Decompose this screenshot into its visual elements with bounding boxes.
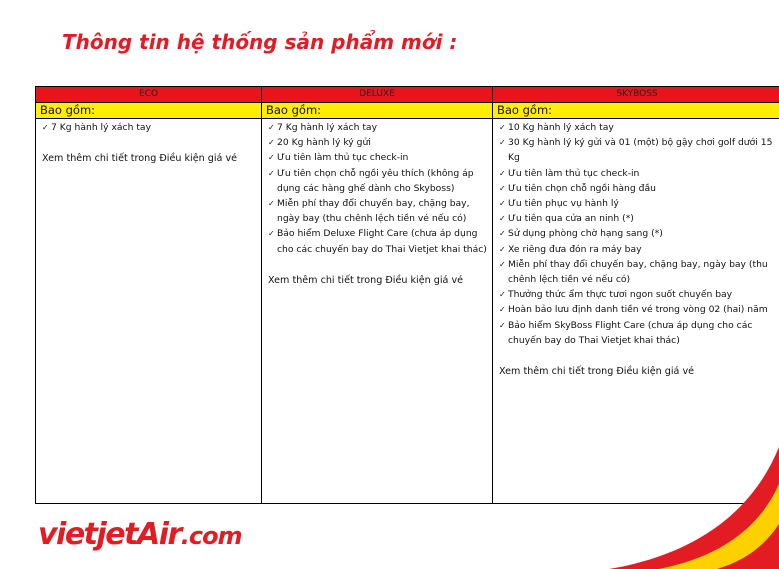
checkmark-icon: ✓	[499, 305, 506, 315]
feature-text: 10 Kg hành lý xách tay	[508, 122, 614, 133]
feature-item	[499, 120, 777, 135]
checkmark-icon: ✓	[499, 290, 506, 300]
features-cell-deluxe	[262, 119, 493, 504]
checkmark-icon: ✓	[499, 214, 506, 224]
column-header-row	[36, 87, 779, 103]
logo-suffix: .com	[180, 522, 242, 550]
includes-label-skyboss: Bao gồm:	[493, 103, 779, 119]
feature-text: Ưu tiên chọn chỗ ngồi hàng đầu	[508, 182, 656, 194]
feature-item	[499, 135, 777, 165]
feature-item	[268, 166, 488, 196]
feature-text: 7 Kg hành lý xách tay	[277, 122, 378, 133]
checkmark-icon: ✓	[42, 123, 49, 132]
feature-text: Bảo hiểm SkyBoss Flight Care (chưa áp dụng cho các chuyến bay do Thai Vietjet khai thác)	[508, 319, 753, 346]
feature-text: Ưu tiên chọn chỗ ngồi yêu thích (không áp dụng các hàng ghế dành cho Skyboss)	[277, 167, 474, 194]
feature-item	[499, 257, 777, 287]
feature-text: Ưu tiên làm thủ tục check-in	[277, 152, 409, 164]
checkmark-icon: ✓	[499, 199, 506, 209]
feature-text: Ưu tiên qua cửa an ninh (*)	[508, 213, 634, 225]
feature-text: 20 Kg hành lý ký gửi	[277, 137, 371, 149]
feature-text: Miễn phí thay đổi chuyến bay, chặng bay, ngày bay (thu chênh lệch tiền vé nếu có)	[277, 198, 470, 225]
includes-label-deluxe: Bao gồm:	[262, 103, 493, 119]
feature-text: Sử dụng phòng chờ hạng sang (*)	[508, 228, 663, 240]
checkmark-icon: ✓	[499, 168, 506, 178]
fare-conditions-link-eco[interactable]: Xem thêm chi tiết trong Điều kiện giá vé	[42, 153, 238, 165]
feature-text: Miễn phí thay đổi chuyến bay, chặng bay, ngày bay (thu chênh lệch tiền vé nếu có)	[508, 258, 768, 286]
feature-list-eco	[42, 120, 257, 135]
feature-item	[268, 135, 488, 150]
fare-conditions-link-skyboss[interactable]: Xem thêm chi tiết trong Điều kiện giá vé	[499, 366, 695, 378]
checkmark-icon: ✓	[499, 138, 506, 148]
feature-text: Ưu tiên phục vụ hành lý	[508, 198, 619, 210]
feature-text: Hoàn bảo lưu định danh tiền vé trong vòng 02 (hai) năm	[508, 304, 768, 316]
includes-row	[36, 103, 779, 119]
logo-brand: vietjetAir	[38, 517, 181, 552]
column-header-eco: ECO	[36, 87, 262, 103]
includes-label-eco: Bao gồm:	[36, 103, 262, 119]
feature-text: 7 Kg hành lý xách tay	[51, 122, 152, 133]
feature-item	[499, 181, 777, 196]
feature-item	[499, 242, 777, 257]
feature-text: Thưởng thức ẩm thực tươi ngon suốt chuyến bay	[508, 289, 733, 301]
vietjet-logo[interactable]	[38, 517, 242, 552]
checkmark-icon: ✓	[499, 320, 506, 330]
checkmark-icon: ✓	[499, 259, 506, 269]
fare-conditions-link-deluxe[interactable]: Xem thêm chi tiết trong Điều kiện giá vé	[268, 274, 464, 286]
feature-item	[499, 196, 777, 211]
feature-item	[268, 150, 488, 165]
checkmark-icon: ✓	[268, 199, 275, 209]
checkmark-icon: ✓	[268, 123, 275, 132]
feature-item	[268, 226, 488, 256]
feature-text: Bảo hiểm Deluxe Flight Care (chưa áp dụng cho các chuyến bay do Thai Vietjet khai thác)	[277, 228, 487, 255]
feature-text: Xe riêng đưa đón ra máy bay	[508, 243, 642, 255]
feature-item	[499, 166, 777, 181]
checkmark-icon: ✓	[268, 153, 275, 163]
checkmark-icon: ✓	[499, 123, 506, 132]
feature-list-skyboss	[499, 120, 777, 348]
checkmark-icon: ✓	[268, 168, 275, 178]
feature-text: 30 Kg hành lý ký gửi và 01 (một) bộ gậy chơi golf dưới 15 Kg	[508, 137, 773, 164]
checkmark-icon: ✓	[268, 138, 275, 148]
feature-item	[499, 287, 777, 302]
column-header-deluxe: DELUXE	[262, 87, 493, 103]
feature-item	[499, 318, 777, 348]
feature-item	[499, 211, 777, 226]
feature-item	[268, 196, 488, 226]
checkmark-icon: ✓	[268, 229, 275, 239]
checkmark-icon: ✓	[499, 229, 506, 239]
brand-swoosh-graphic	[549, 439, 779, 569]
checkmark-icon: ✓	[499, 183, 506, 193]
features-cell-eco	[36, 119, 262, 504]
checkmark-icon: ✓	[499, 244, 506, 254]
feature-item	[499, 302, 777, 317]
feature-item	[499, 226, 777, 241]
feature-list-deluxe	[268, 120, 488, 257]
feature-text: Ưu tiên làm thủ tục check-in	[508, 167, 640, 179]
feature-item	[268, 120, 488, 135]
column-header-skyboss: SKYBOSS	[493, 87, 779, 103]
feature-item	[42, 120, 257, 135]
page-title: Thông tin hệ thống sản phẩm mới :	[62, 30, 458, 54]
